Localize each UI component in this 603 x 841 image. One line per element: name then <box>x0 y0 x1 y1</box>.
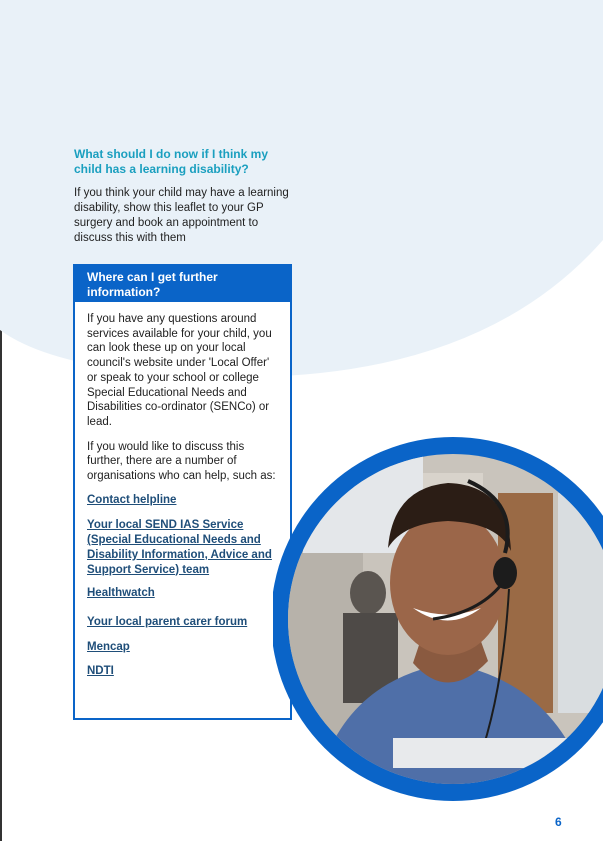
info-paragraph-1: If you have any questions around services available for your child, you can look these up on your local council's website under 'Local Offer' or speak to your school or college Special Educational Needs and Disabilities co-ordinator (SENCo) or lead. <box>87 313 272 428</box>
info-box-body <box>75 299 290 679</box>
info-box-title: Where can I get further information? <box>75 266 290 299</box>
list-item <box>87 586 278 601</box>
page-number: 6 <box>555 815 562 829</box>
info-paragraph-2: If you would like to discuss this further, there are a number of organisations who can help, such as: <box>87 440 276 483</box>
info-box <box>73 264 292 720</box>
list-item <box>87 518 278 577</box>
list-item <box>87 640 278 655</box>
list-item <box>87 664 278 679</box>
healthwatch-link[interactable]: Healthwatch <box>87 587 155 600</box>
question-body: If you think your child may have a learning disability, show this leaflet to your GP surgery and book an appointment to discuss this with them <box>74 187 289 244</box>
send-ias-service-link[interactable]: Your local SEND IAS Service (Special Educational Needs and Disability Information, Advice and Support Service) team <box>87 519 272 576</box>
mencap-link[interactable]: Mencap <box>87 640 130 653</box>
contact-helpline-link[interactable]: Contact helpline <box>87 493 177 506</box>
list-item <box>87 493 278 508</box>
helpline-advisor-photo <box>273 433 603 805</box>
list-item <box>87 615 278 630</box>
parent-carer-forum-link[interactable]: Your local parent carer forum <box>87 615 248 628</box>
ndti-link[interactable]: NDTI <box>87 665 114 678</box>
organisations-list <box>87 493 278 679</box>
question-heading: What should I do now if I think my child has a learning disability? <box>74 147 268 176</box>
